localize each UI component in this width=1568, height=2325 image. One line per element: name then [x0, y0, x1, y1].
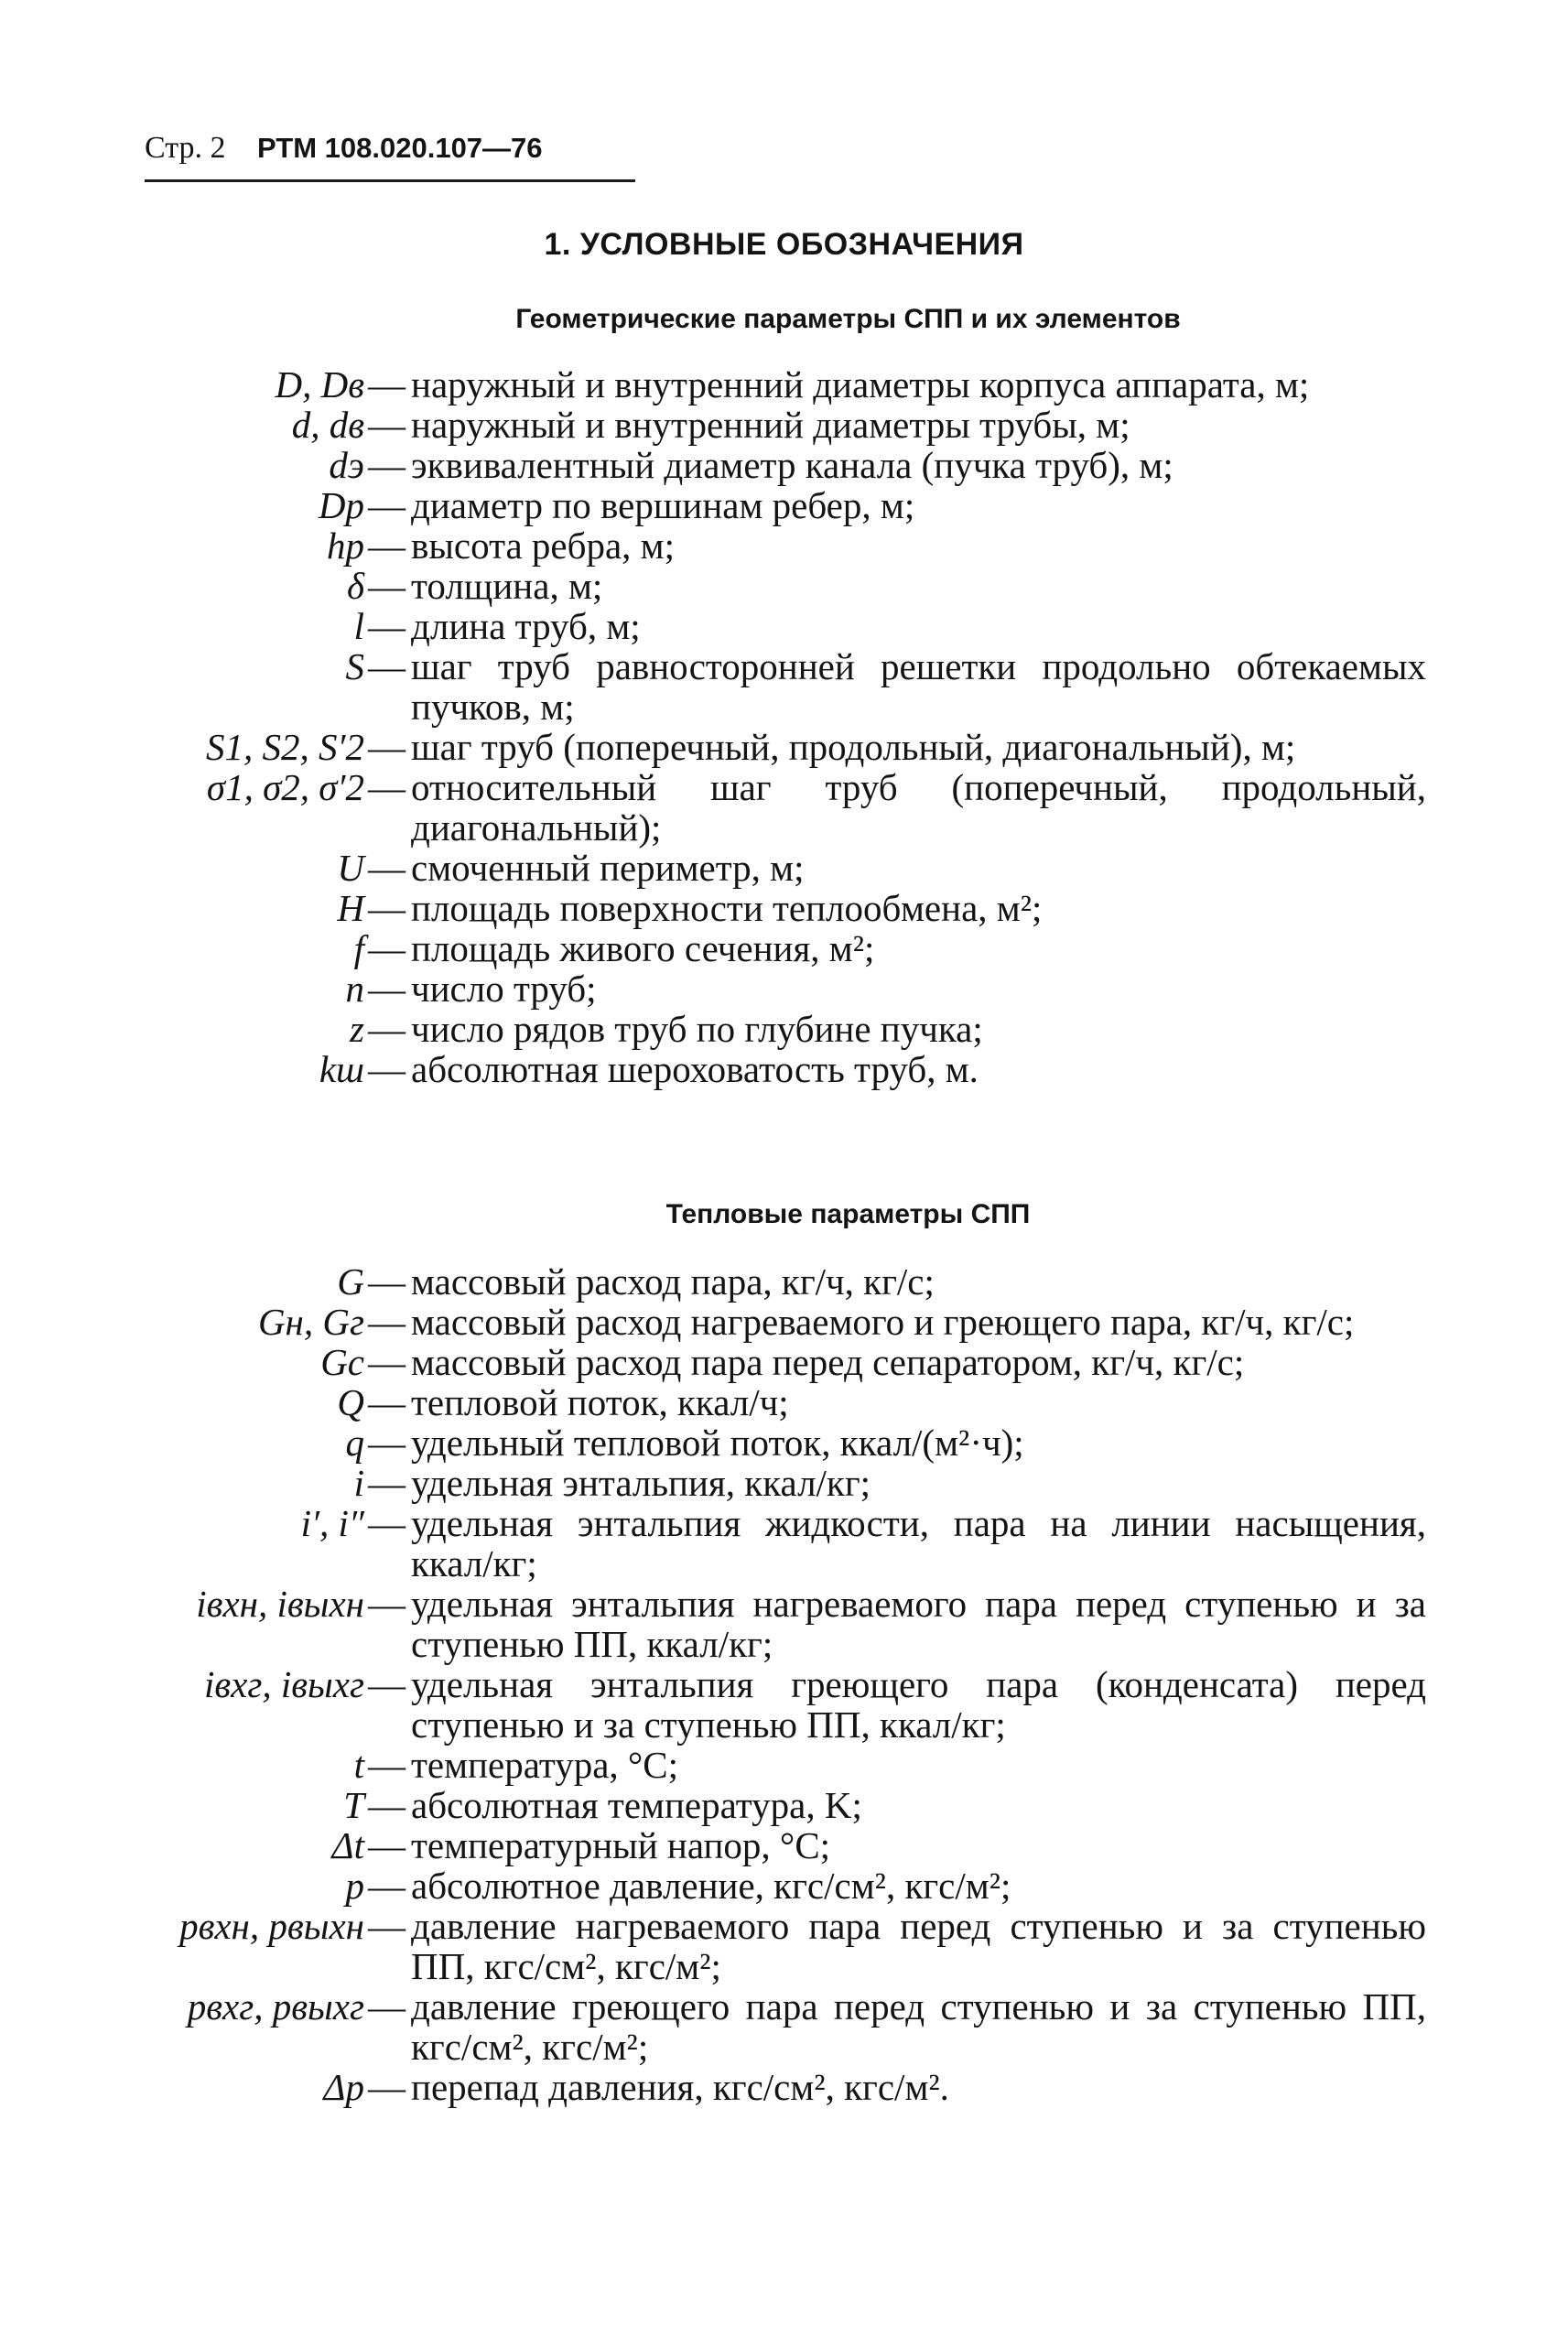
- glossary-definition: высота ребра, м;: [411, 524, 676, 567]
- glossary-definition: давление греющего пара перед ступенью и за ступенью ПП, кгс/см², кгс/м²;: [411, 1985, 1426, 2068]
- glossary-definition: толщина, м;: [411, 565, 603, 607]
- glossary-definition: диаметр по вершинам ребер, м;: [411, 484, 915, 526]
- em-dash-separator: —: [368, 1985, 406, 2028]
- glossary-symbol: hр: [327, 524, 364, 567]
- glossary-symbol: q: [345, 1422, 364, 1464]
- glossary-entry: [137, 727, 1437, 767]
- glossary-entry: [137, 405, 1437, 445]
- glossary-definition: наружный и внутренний диаметры корпуса аппарата, м;: [411, 363, 1310, 406]
- glossary-symbol: pвхг, pвыхг: [187, 1985, 364, 2028]
- glossary-definition: площадь поверхности теплообмена, м²;: [411, 887, 1043, 929]
- em-dash-separator: —: [368, 484, 406, 526]
- em-dash-separator: —: [368, 363, 406, 406]
- glossary-definition: перепад давления, кгс/см², кгс/м².: [411, 2066, 949, 2108]
- thermal-glossary: [137, 1261, 1437, 2107]
- glossary-definition: удельная энтальпия нагреваемого пара перед ступенью и за ступенью ПП, ккал/кг;: [411, 1583, 1426, 1665]
- page-number: Стр. 2: [145, 131, 226, 165]
- em-dash-separator: —: [368, 1905, 406, 1947]
- em-dash-separator: —: [368, 1301, 406, 1343]
- glossary-symbol: pвхн, pвыхн: [179, 1905, 364, 1947]
- glossary-entry: [137, 445, 1437, 485]
- glossary-symbol: Δp: [323, 2066, 364, 2108]
- glossary-entry: [137, 1261, 1437, 1302]
- geometric-glossary: [137, 364, 1437, 1089]
- em-dash-separator: —: [368, 968, 406, 1010]
- thermal-heading: Тепловые параметры СПП: [665, 1199, 1031, 1229]
- glossary-symbol: D, Dв: [275, 363, 364, 406]
- glossary-symbol: S: [345, 645, 364, 687]
- em-dash-separator: —: [368, 565, 406, 607]
- glossary-definition: шаг труб (поперечный, продольный, диагональный), м;: [411, 726, 1296, 768]
- glossary-symbol: Δt: [331, 1824, 364, 1866]
- em-dash-separator: —: [368, 927, 406, 969]
- glossary-definition: абсолютная шероховатость труб, м.: [411, 1048, 979, 1090]
- glossary-symbol: Dр: [318, 484, 364, 526]
- em-dash-separator: —: [368, 1583, 406, 1625]
- em-dash-separator: —: [368, 1048, 406, 1090]
- em-dash-separator: —: [368, 524, 406, 567]
- glossary-definition: удельная энтальпия, ккал/кг;: [411, 1462, 871, 1504]
- glossary-symbol: p: [345, 1865, 364, 1907]
- glossary-entry: [137, 1503, 1437, 1584]
- glossary-symbol: T: [343, 1784, 364, 1826]
- em-dash-separator: —: [368, 766, 406, 808]
- glossary-entry: [137, 1745, 1437, 1785]
- section-title: 1. УСЛОВНЫЕ ОБОЗНАЧЕНИЯ: [544, 227, 1024, 262]
- glossary-entry: [137, 1463, 1437, 1503]
- glossary-entry: [137, 1865, 1437, 1906]
- glossary-entry: [137, 1584, 1437, 1664]
- glossary-symbol: σ1, σ2, σ′2: [206, 766, 364, 808]
- glossary-definition: число рядов труб по глубине пучка;: [411, 1008, 983, 1050]
- glossary-definition: массовый расход пара перед сепаратором, кг/ч, кг/с;: [411, 1341, 1245, 1383]
- glossary-symbol: d, dв: [291, 404, 364, 446]
- glossary-definition: эквивалентный диаметр канала (пучка труб), м;: [411, 444, 1173, 486]
- glossary-definition: удельная энтальпия жидкости, пара на линии насыщения, ккал/кг;: [411, 1502, 1426, 1584]
- glossary-entry: [137, 848, 1437, 888]
- glossary-symbol: f: [353, 927, 364, 969]
- glossary-definition: температура, °C;: [411, 1744, 679, 1786]
- em-dash-separator: —: [368, 444, 406, 486]
- em-dash-separator: —: [368, 1422, 406, 1464]
- em-dash-separator: —: [368, 1381, 406, 1423]
- em-dash-separator: —: [368, 1824, 406, 1866]
- glossary-entry: [137, 1382, 1437, 1422]
- em-dash-separator: —: [368, 1462, 406, 1504]
- em-dash-separator: —: [368, 645, 406, 687]
- glossary-entry: [137, 1302, 1437, 1342]
- glossary-entry: [137, 968, 1437, 1009]
- em-dash-separator: —: [368, 1744, 406, 1786]
- glossary-symbol: G: [337, 1260, 364, 1303]
- glossary-symbol: iвхг, iвыхг: [203, 1663, 364, 1705]
- glossary-definition: относительный шаг труб (поперечный, продольный, диагональный);: [411, 766, 1426, 849]
- glossary-entry: [137, 1785, 1437, 1825]
- glossary-entry: [137, 485, 1437, 525]
- em-dash-separator: —: [368, 1341, 406, 1383]
- glossary-definition: длина труб, м;: [411, 605, 641, 647]
- glossary-definition: удельная энтальпия греющего пара (конденсата) перед ступенью и за ступенью ПП, ккал/кг;: [411, 1663, 1426, 1746]
- glossary-entry: [137, 566, 1437, 606]
- glossary-symbol: δ: [346, 565, 364, 607]
- glossary-symbol: t: [353, 1744, 364, 1786]
- em-dash-separator: —: [368, 1663, 406, 1705]
- running-head: [145, 130, 543, 167]
- em-dash-separator: —: [368, 2066, 406, 2108]
- glossary-symbol: i: [353, 1462, 364, 1504]
- glossary-entry: [137, 1009, 1437, 1049]
- glossary-definition: смоченный периметр, м;: [411, 847, 805, 889]
- glossary-definition: число труб;: [411, 968, 597, 1010]
- glossary-entry: [137, 606, 1437, 646]
- glossary-definition: наружный и внутренний диаметры трубы, м;: [411, 404, 1130, 446]
- glossary-symbol: kш: [319, 1048, 364, 1090]
- glossary-symbol: iвхн, iвыхн: [196, 1583, 364, 1625]
- em-dash-separator: —: [368, 1008, 406, 1050]
- glossary-entry: [137, 1049, 1437, 1089]
- glossary-entry: [137, 888, 1437, 928]
- glossary-definition: площадь живого сечения, м²;: [411, 927, 875, 969]
- em-dash-separator: —: [368, 1260, 406, 1303]
- em-dash-separator: —: [368, 404, 406, 446]
- glossary-symbol: i′, i″: [300, 1502, 364, 1544]
- glossary-definition: удельный тепловой поток, ккал/(м²·ч);: [411, 1422, 1024, 1464]
- glossary-entry: [137, 2067, 1437, 2107]
- glossary-definition: давление нагреваемого пара перед ступенью и за ступенью ПП, кгс/см², кгс/м²;: [411, 1905, 1426, 1987]
- em-dash-separator: —: [368, 1865, 406, 1907]
- glossary-entry: [137, 364, 1437, 405]
- em-dash-separator: —: [368, 1784, 406, 1826]
- glossary-entry: [137, 1342, 1437, 1382]
- glossary-symbol: dэ: [329, 444, 364, 486]
- glossary-symbol: Gн, Gг: [257, 1301, 364, 1343]
- glossary-symbol: S1, S2, S′2: [206, 726, 364, 768]
- em-dash-separator: —: [368, 887, 406, 929]
- geometric-heading: Геометрические параметры СПП и их элементов: [515, 304, 1181, 334]
- glossary-entry: [137, 525, 1437, 566]
- glossary-symbol: H: [337, 887, 364, 929]
- glossary-entry: [137, 646, 1437, 727]
- glossary-symbol: Gс: [320, 1341, 364, 1383]
- glossary-entry: [137, 1825, 1437, 1865]
- glossary-entry: [137, 928, 1437, 968]
- glossary-definition: абсолютное давление, кгс/см², кгс/м²;: [411, 1865, 1011, 1907]
- glossary-entry: [137, 1664, 1437, 1745]
- em-dash-separator: —: [368, 726, 406, 768]
- glossary-definition: массовый расход пара, кг/ч, кг/с;: [411, 1260, 935, 1303]
- glossary-entry: [137, 1422, 1437, 1463]
- glossary-definition: тепловой поток, ккал/ч;: [411, 1381, 789, 1423]
- glossary-symbol: U: [337, 847, 364, 889]
- glossary-symbol: n: [345, 968, 364, 1010]
- em-dash-separator: —: [368, 605, 406, 647]
- glossary-symbol: Q: [337, 1381, 364, 1423]
- glossary-definition: шаг труб равносторонней решетки продольно обтекаемых пучков, м;: [411, 645, 1426, 728]
- glossary-definition: абсолютная температура, K;: [411, 1784, 862, 1826]
- glossary-entry: [137, 1906, 1437, 1986]
- glossary-definition: температурный напор, °C;: [411, 1824, 831, 1866]
- glossary-symbol: l: [353, 605, 364, 647]
- em-dash-separator: —: [368, 847, 406, 889]
- em-dash-separator: —: [368, 1502, 406, 1544]
- header-rule: [145, 179, 635, 182]
- glossary-entry: [137, 767, 1437, 848]
- glossary-definition: массовый расход нагреваемого и греющего пара, кг/ч, кг/с;: [411, 1301, 1355, 1343]
- glossary-symbol: z: [350, 1008, 364, 1050]
- document-number: РТМ 108.020.107—76: [257, 132, 543, 164]
- glossary-entry: [137, 1986, 1437, 2067]
